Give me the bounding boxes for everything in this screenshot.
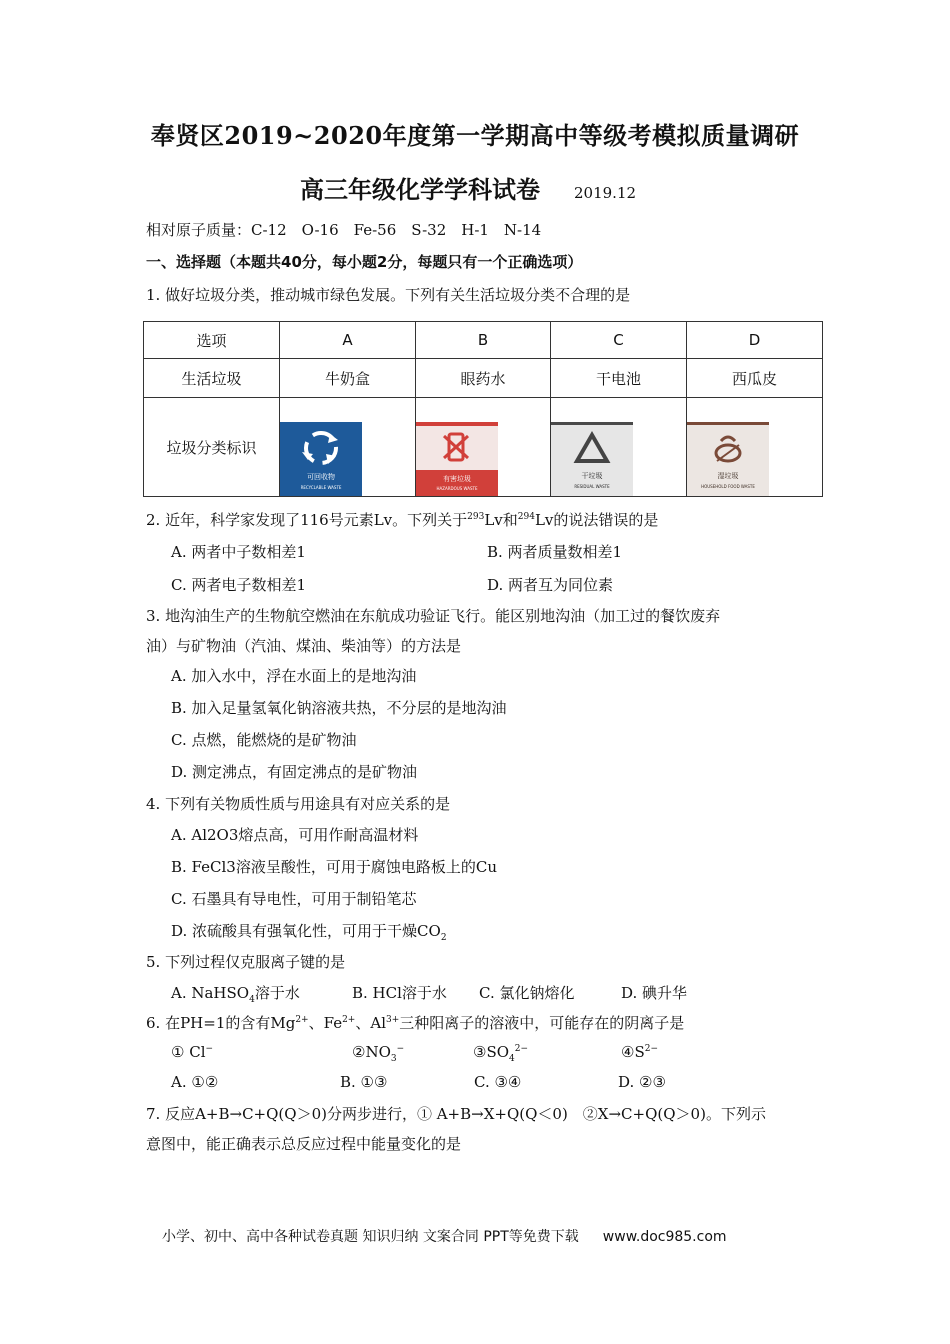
- subscript: 2: [440, 933, 447, 943]
- q2-stem-a: 2. 近年，科学家发现了116号元素Lv。下列关于: [146, 511, 468, 529]
- q6-option-d: D. ②③: [618, 1073, 666, 1091]
- q4-stem: 4. 下列有关物质性质与用途具有对应关系的是: [146, 795, 451, 813]
- charge: 2+: [342, 1015, 356, 1025]
- residual-icon: [551, 429, 633, 469]
- q6-stem-a: 6. 在PH=1的含有Mg: [146, 1014, 296, 1032]
- q7-stem-line2: 意图中，能正确表示总反应过程中能量变化的是: [146, 1135, 462, 1153]
- ion-text: ① Cl: [171, 1043, 206, 1061]
- table-cell: 生活垃圾: [144, 359, 280, 398]
- q3-option-a: A. 加入水中，浮在水面上的是地沟油: [171, 667, 417, 685]
- q2-stem-b: Lv的说法错误的是: [534, 511, 659, 529]
- subtitle-text: 高三年级化学学科试卷: [300, 175, 540, 204]
- sign-label: 湿垃圾: [717, 472, 739, 480]
- q2-mid: Lv和: [484, 511, 518, 529]
- q2-option-b: B. 两者质量数相差1: [487, 543, 623, 561]
- table-row: [144, 359, 823, 398]
- footer-url[interactable]: www.doc985.com: [602, 1229, 727, 1245]
- table-row: [144, 322, 823, 359]
- table-cell: 眼药水: [416, 359, 551, 398]
- q6-ion-1: [171, 1043, 213, 1061]
- waste-table: [143, 321, 823, 497]
- q4-option-b: B. FeCl3溶液呈酸性，可用于腐蚀电路板上的Cu: [171, 858, 497, 876]
- charge: 2−: [514, 1044, 529, 1054]
- sign-label-en: RECYCLABLE WASTE: [300, 485, 342, 490]
- table-cell: 干电池: [551, 359, 687, 398]
- hazard-icon: [416, 428, 498, 468]
- q6-ion-2: [352, 1043, 404, 1064]
- q5-option-a-text: A. NaHSO: [171, 984, 250, 1002]
- q3-option-b: B. 加入足量氢氧化钠溶液共热，不分层的是地沟油: [171, 699, 507, 717]
- q2-option-c: C. 两者电子数相差1: [171, 576, 307, 594]
- mass-number: 294: [517, 512, 535, 522]
- table-cell: D: [687, 322, 823, 359]
- q3-option-d: D. 测定沸点，有固定沸点的是矿物油: [171, 763, 418, 781]
- table-cell: [280, 398, 416, 497]
- q6-ion-3: [473, 1043, 528, 1064]
- q4-option-d-text: D. 浓硫酸具有强氧化性，可用于干燥CO: [171, 922, 441, 940]
- q2-option-d: D. 两者互为同位素: [487, 576, 614, 594]
- q6-stem: [146, 1012, 684, 1033]
- sign-label: 有害垃圾: [443, 475, 471, 483]
- q4-option-d: [171, 920, 447, 943]
- footer-text: 小学、初中、高中各种试卷真题 知识归纳 文案合同 PPT等免费下载: [162, 1229, 579, 1245]
- q6-ion-4: [621, 1043, 658, 1061]
- q5-option-a: [171, 982, 300, 1005]
- recycle-icon: [280, 426, 362, 470]
- table-cell: B: [416, 322, 551, 359]
- subscript: 3: [390, 1054, 397, 1064]
- exam-date: 2019.12: [574, 184, 637, 202]
- q6-option-a: A. ①②: [171, 1073, 219, 1091]
- charge: −: [396, 1044, 405, 1054]
- q5-option-a-tail: 溶于水: [254, 984, 300, 1002]
- q2-stem: [146, 509, 658, 530]
- atomic-masses: 相对原子质量：C-12 O-16 Fe-56 S-32 H-1 N-14: [146, 221, 542, 239]
- q3-option-c: C. 点燃，能燃烧的是矿物油: [171, 731, 357, 749]
- charge: 3+: [386, 1015, 400, 1025]
- q5-option-c: C. 氯化钠熔化: [479, 984, 575, 1002]
- food-waste-sign: [687, 422, 769, 496]
- table-cell: 牛奶盒: [280, 359, 416, 398]
- q3-stem-line2: 油）与矿物油（汽油、煤油、柴油等）的方法是: [146, 637, 462, 655]
- q6-stem-b: 三种阳离子的溶液中，可能存在的阴离子是: [399, 1014, 685, 1032]
- table-cell: [416, 398, 551, 497]
- sign-label: 干垃圾: [581, 472, 603, 480]
- q6-sep: 、Al: [355, 1014, 386, 1032]
- charge: 2+: [295, 1015, 309, 1025]
- q2-option-a: A. 两者中子数相差1: [171, 543, 306, 561]
- q1-stem: 1. 做好垃圾分类，推动城市绿色发展。下列有关生活垃圾分类不合理的是: [146, 286, 631, 304]
- table-cell: C: [551, 322, 687, 359]
- exam-subtitle: [300, 170, 636, 205]
- exam-title: 奉贤区2019~2020年度第一学期高中等级考模拟质量调研: [150, 121, 800, 150]
- table-cell: [551, 398, 687, 497]
- charge: −: [205, 1044, 214, 1054]
- q6-option-c: C. ③④: [474, 1073, 522, 1091]
- q5-stem: 5. 下列过程仅克服离子键的是: [146, 953, 346, 971]
- sign-label: 可回收物: [307, 473, 335, 481]
- table-cell: 西瓜皮: [687, 359, 823, 398]
- recyclable-sign: [280, 422, 362, 496]
- subscript: 4: [249, 995, 255, 1005]
- table-cell: 垃圾分类标识: [144, 398, 280, 497]
- sign-label-en: RESIDUAL WASTE: [574, 484, 610, 489]
- ion-text: ③SO: [473, 1043, 510, 1061]
- table-cell: [687, 398, 823, 497]
- q4-option-c: C. 石墨具有导电性，可用于制铅笔芯: [171, 890, 417, 908]
- charge: 2−: [644, 1044, 659, 1054]
- ion-text: ④S: [621, 1043, 645, 1061]
- food-icon: [687, 429, 769, 469]
- table-cell: 选项: [144, 322, 280, 359]
- q6-option-b: B. ①③: [340, 1073, 388, 1091]
- page-footer: [162, 1226, 727, 1246]
- sign-label-en: HAZARDOUS WASTE: [436, 486, 478, 491]
- q5-option-d: D. 碘升华: [621, 984, 688, 1002]
- residual-sign: [551, 422, 633, 496]
- sign-label-en: HOUSEHOLD FOOD WASTE: [701, 484, 755, 489]
- table-cell: A: [280, 322, 416, 359]
- q3-stem-line1: 3. 地沟油生产的生物航空燃油在东航成功验证飞行。能区别地沟油（加工过的餐饮废弃: [146, 607, 721, 625]
- q4-option-a: A. Al2O3熔点高，可用作耐高温材料: [171, 826, 419, 844]
- q5-option-b: B. HCl溶于水: [352, 984, 447, 1002]
- ion-text: ②NO: [352, 1043, 391, 1061]
- hazardous-sign: [416, 422, 498, 496]
- mass-number: 293: [467, 512, 485, 522]
- subscript: 4: [509, 1054, 515, 1064]
- q7-stem-line1: 7. 反应A+B→C+Q(Q＞0)分两步进行，① A+B→X+Q(Q＜0) ②X→C+Q(Q＞0)。下列示: [146, 1105, 766, 1123]
- q6-sep: 、Fe: [308, 1014, 343, 1032]
- table-row: [144, 398, 823, 497]
- section-heading: 一、选择题（本题共40分，每小题2分，每题只有一个正确选项）: [146, 253, 583, 271]
